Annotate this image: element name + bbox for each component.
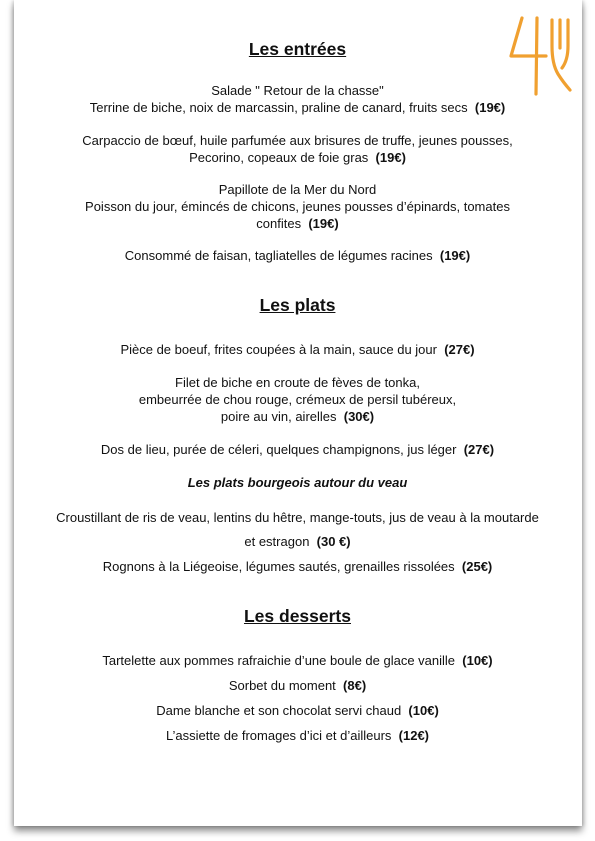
menu-item (0, 181, 595, 232)
menu-item (0, 247, 595, 264)
section-title-entrees: Les entrées (248, 39, 347, 59)
menu-item (0, 82, 595, 116)
menu-item (0, 652, 595, 669)
item-price: (19€) (439, 248, 471, 263)
item-price: (8€) (343, 678, 367, 693)
item-line: Pièce de boeuf, frites coupées à la main, sauce du jour (120, 342, 437, 357)
menu-item (0, 558, 595, 575)
item-line: Poisson du jour, émincés de chicons, jeunes pousses d’épinards, tomates (85, 199, 510, 214)
menu-item (0, 132, 595, 166)
item-price: (19€) (375, 150, 406, 165)
item-line: Dos de lieu, purée de céleri, quelques champignons, jus léger (100, 442, 457, 457)
item-price: (19€) (474, 100, 506, 115)
item-price: (19€) (308, 216, 339, 231)
item-line: Dame blanche et son chocolat servi chaud (156, 703, 402, 718)
menu-item (0, 702, 595, 719)
item-line: Sorbet du moment (228, 678, 336, 693)
item-price: (27€) (444, 342, 475, 357)
item-price: (27€) (463, 442, 495, 457)
item-price: (10€) (408, 703, 439, 718)
item-line: L’assiette de fromages d’ici et d’ailleurs (165, 728, 392, 743)
item-line: embeurrée de chou rouge, crémeux de persil tubéreux, (138, 392, 457, 407)
section-title-desserts: Les desserts (243, 606, 351, 626)
menu-item (0, 441, 595, 458)
menu-item (0, 727, 595, 744)
item-price: (12€) (398, 728, 430, 743)
item-line: Croustillant de ris de veau, lentins du hêtre, mange-touts, jus de veau à la moutarde (56, 510, 539, 525)
item-line: Tartelette aux pommes rafraichie d’une boule de glace vanille (102, 653, 456, 668)
section-title-plats: Les plats (259, 295, 336, 315)
menu-item (0, 374, 595, 425)
item-price: (30 €) (316, 534, 351, 549)
item-line: Salade " Retour de la chasse" (211, 83, 384, 98)
item-line: confites (256, 216, 302, 231)
item-line: Pecorino, copeaux de foie gras (189, 150, 369, 165)
item-line: Consommé de faisan, tagliatelles de légumes racines (124, 248, 433, 263)
item-line: Filet de biche en croute de fèves de tonka, (175, 375, 420, 390)
item-line: poire au vin, airelles (220, 409, 337, 424)
item-price: (30€) (343, 409, 375, 424)
item-price: (25€) (461, 559, 493, 574)
item-line: Terrine de biche, noix de marcassin, praline de canard, fruits secs (89, 100, 468, 115)
item-line: Papillote de la Mer du Nord (218, 182, 377, 197)
item-line: Rognons à la Liégeoise, légumes sautés, grenailles rissolées (102, 559, 455, 574)
subsection-title-veau: Les plats bourgeois autour du veau (187, 475, 408, 490)
menu-item (0, 341, 595, 358)
menu-item (0, 506, 595, 554)
item-line: et estragon (244, 534, 310, 549)
menu-item (0, 677, 595, 694)
item-price: (10€) (462, 653, 493, 668)
item-line: Carpaccio de bœuf, huile parfumée aux brisures de truffe, jeunes pousses, (82, 133, 513, 148)
